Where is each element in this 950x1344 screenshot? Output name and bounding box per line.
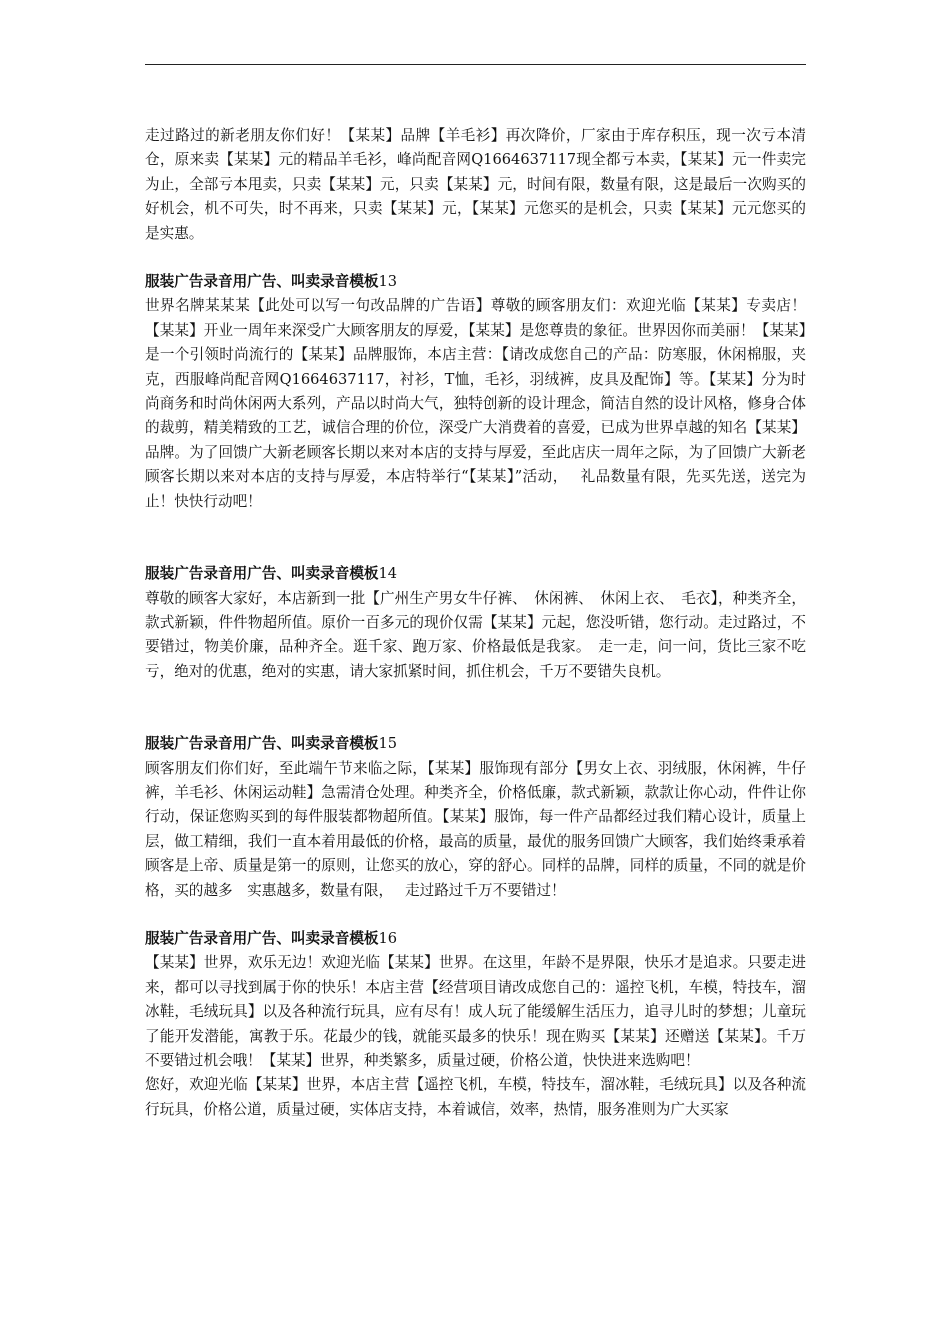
section-title: 服装广告录音用广告、叫卖录音模板13 <box>145 273 398 291</box>
section-title: 服装广告录音用广告、叫卖录音模板15 <box>145 735 398 753</box>
section-15 <box>145 732 806 903</box>
section-paragraph: 您好，欢迎光临【某某】世界，本店主营【遥控飞机，车模，特技车，溜冰鞋，毛绒玩具】以及各种流行玩具，价格公道，质量过硬，实体店支持，本着诚信，效率，热情，服务准则为广大买家 <box>145 1076 806 1118</box>
section-14 <box>145 562 806 684</box>
section-paragraph: 顾客朋友们你们好，至此端午节来临之际，【某某】服饰现有部分【男女上衣、羽绒服，休闲裤，牛仔裤，羊毛衫、休闲运动鞋】急需清仓处理。种类齐全，价格低廉，款式新颖，款款让你心动，件件让你行动，保证您购买到的每件服装都物超所值。【某某】服饰，每一件产品都经过我们精心设计，质量上层，做工精细，我们一直本着用最低的价格，最高的质量，最优的服务回馈广大顾客，我们始终秉承着顾客是上帝、质量是第一的原则，让您买的放心，穿的舒心。同样的品牌，同样的质量，不同的就是价格，买的越多 实惠越多，数量有限， 走过路过千万不要错过！ <box>145 759 806 899</box>
section-16 <box>145 927 806 1122</box>
intro-paragraph: 走过路过的新老朋友你们好！【某某】品牌【羊毛衫】再次降价，厂家由于库存积压，现一次亏本清仓，原来卖【某某】元的精品羊毛衫，峰尚配音网Q1664637117现全都亏本卖，【某某】元一件卖完为止，全部亏本甩卖，只卖【某某】元，只卖【某某】元，时间有限，数量有限，这是最后一次购买的好机会，机不可失，时不再来，只卖【某某】元，【某某】元您买的是机会，只卖【某某】元元您买的是实惠。 <box>145 127 806 242</box>
header-rule <box>145 64 806 65</box>
section-13 <box>145 270 806 514</box>
section-paragraph: 【某某】世界，欢乐无边！欢迎光临【某某】世界。在这里，年龄不是界限，快乐才是追求。只要走进来，都可以寻找到属于你的快乐！本店主营【经营项目请改成您自己的：遥控飞机，车模，特技车，溜冰鞋，毛绒玩具】以及各种流行玩具，应有尽有！成人玩了能缓解生活压力，追寻儿时的梦想；儿童玩了能开发潜能，寓教于乐。花最少的钱，就能买最多的快乐！现在购买【某某】还赠送【某某】。千万不要错过机会哦！【某某】世界，种类繁多，质量过硬，价格公道，快快进来选购吧！ <box>145 954 806 1069</box>
section-paragraph: 尊敬的顾客大家好，本店新到一批【广州生产男女牛仔裤、 休闲裤、 休闲上衣、 毛衣】，种类齐全，款式新颖，件件物超所值。原价一百多元的现价仅需【某某】元起，您没听错，您行动。走过路过，不要错过，物美价廉，品种齐全。逛千家、跑万家、价格最低是我家。 走一走，问一问，货比三家不吃亏，绝对的优惠，绝对的实惠，请大家抓紧时间，抓住机会，千万不要错失良机。 <box>145 589 806 680</box>
section-paragraph: 世界名牌某某某【此处可以写一句改品牌的广告语】尊敬的顾客朋友们：欢迎光临【某某】专卖店！【某某】开业一周年来深受广大顾客朋友的厚爱，【某某】是您尊贵的象征。世界因你而美丽！【某某】是一个引领时尚流行的【某某】品牌服饰，本店主营：【请改成您自己的产品：防寒服，休闲棉服，夹克，西服峰尚配音网Q1664637117，衬衫，T恤，毛衫，羽绒裤，皮具及配饰】等。【某某】分为时尚商务和时尚休闲两大系列，产品以时尚大气，独特创新的设计理念，简洁自然的设计风格，修身合体的裁剪，精美精致的工艺，诚信合理的价位，深受广大消费着的喜爱，已成为世界卓越的知名【某某】品牌。为了回馈广大新老顾客长期以来对本店的支持与厚爱，至此店庆一周年之际，为了回馈广大新老顾客长期以来对本店的支持与厚爱，本店特举行“【某某】”活动， 礼品数量有限，先买先送，送完为止！快快行动吧！ <box>145 297 806 510</box>
section-title: 服装广告录音用广告、叫卖录音模板16 <box>145 929 398 947</box>
document-body <box>145 124 806 1122</box>
section-title: 服装广告录音用广告、叫卖录音模板14 <box>145 565 398 583</box>
